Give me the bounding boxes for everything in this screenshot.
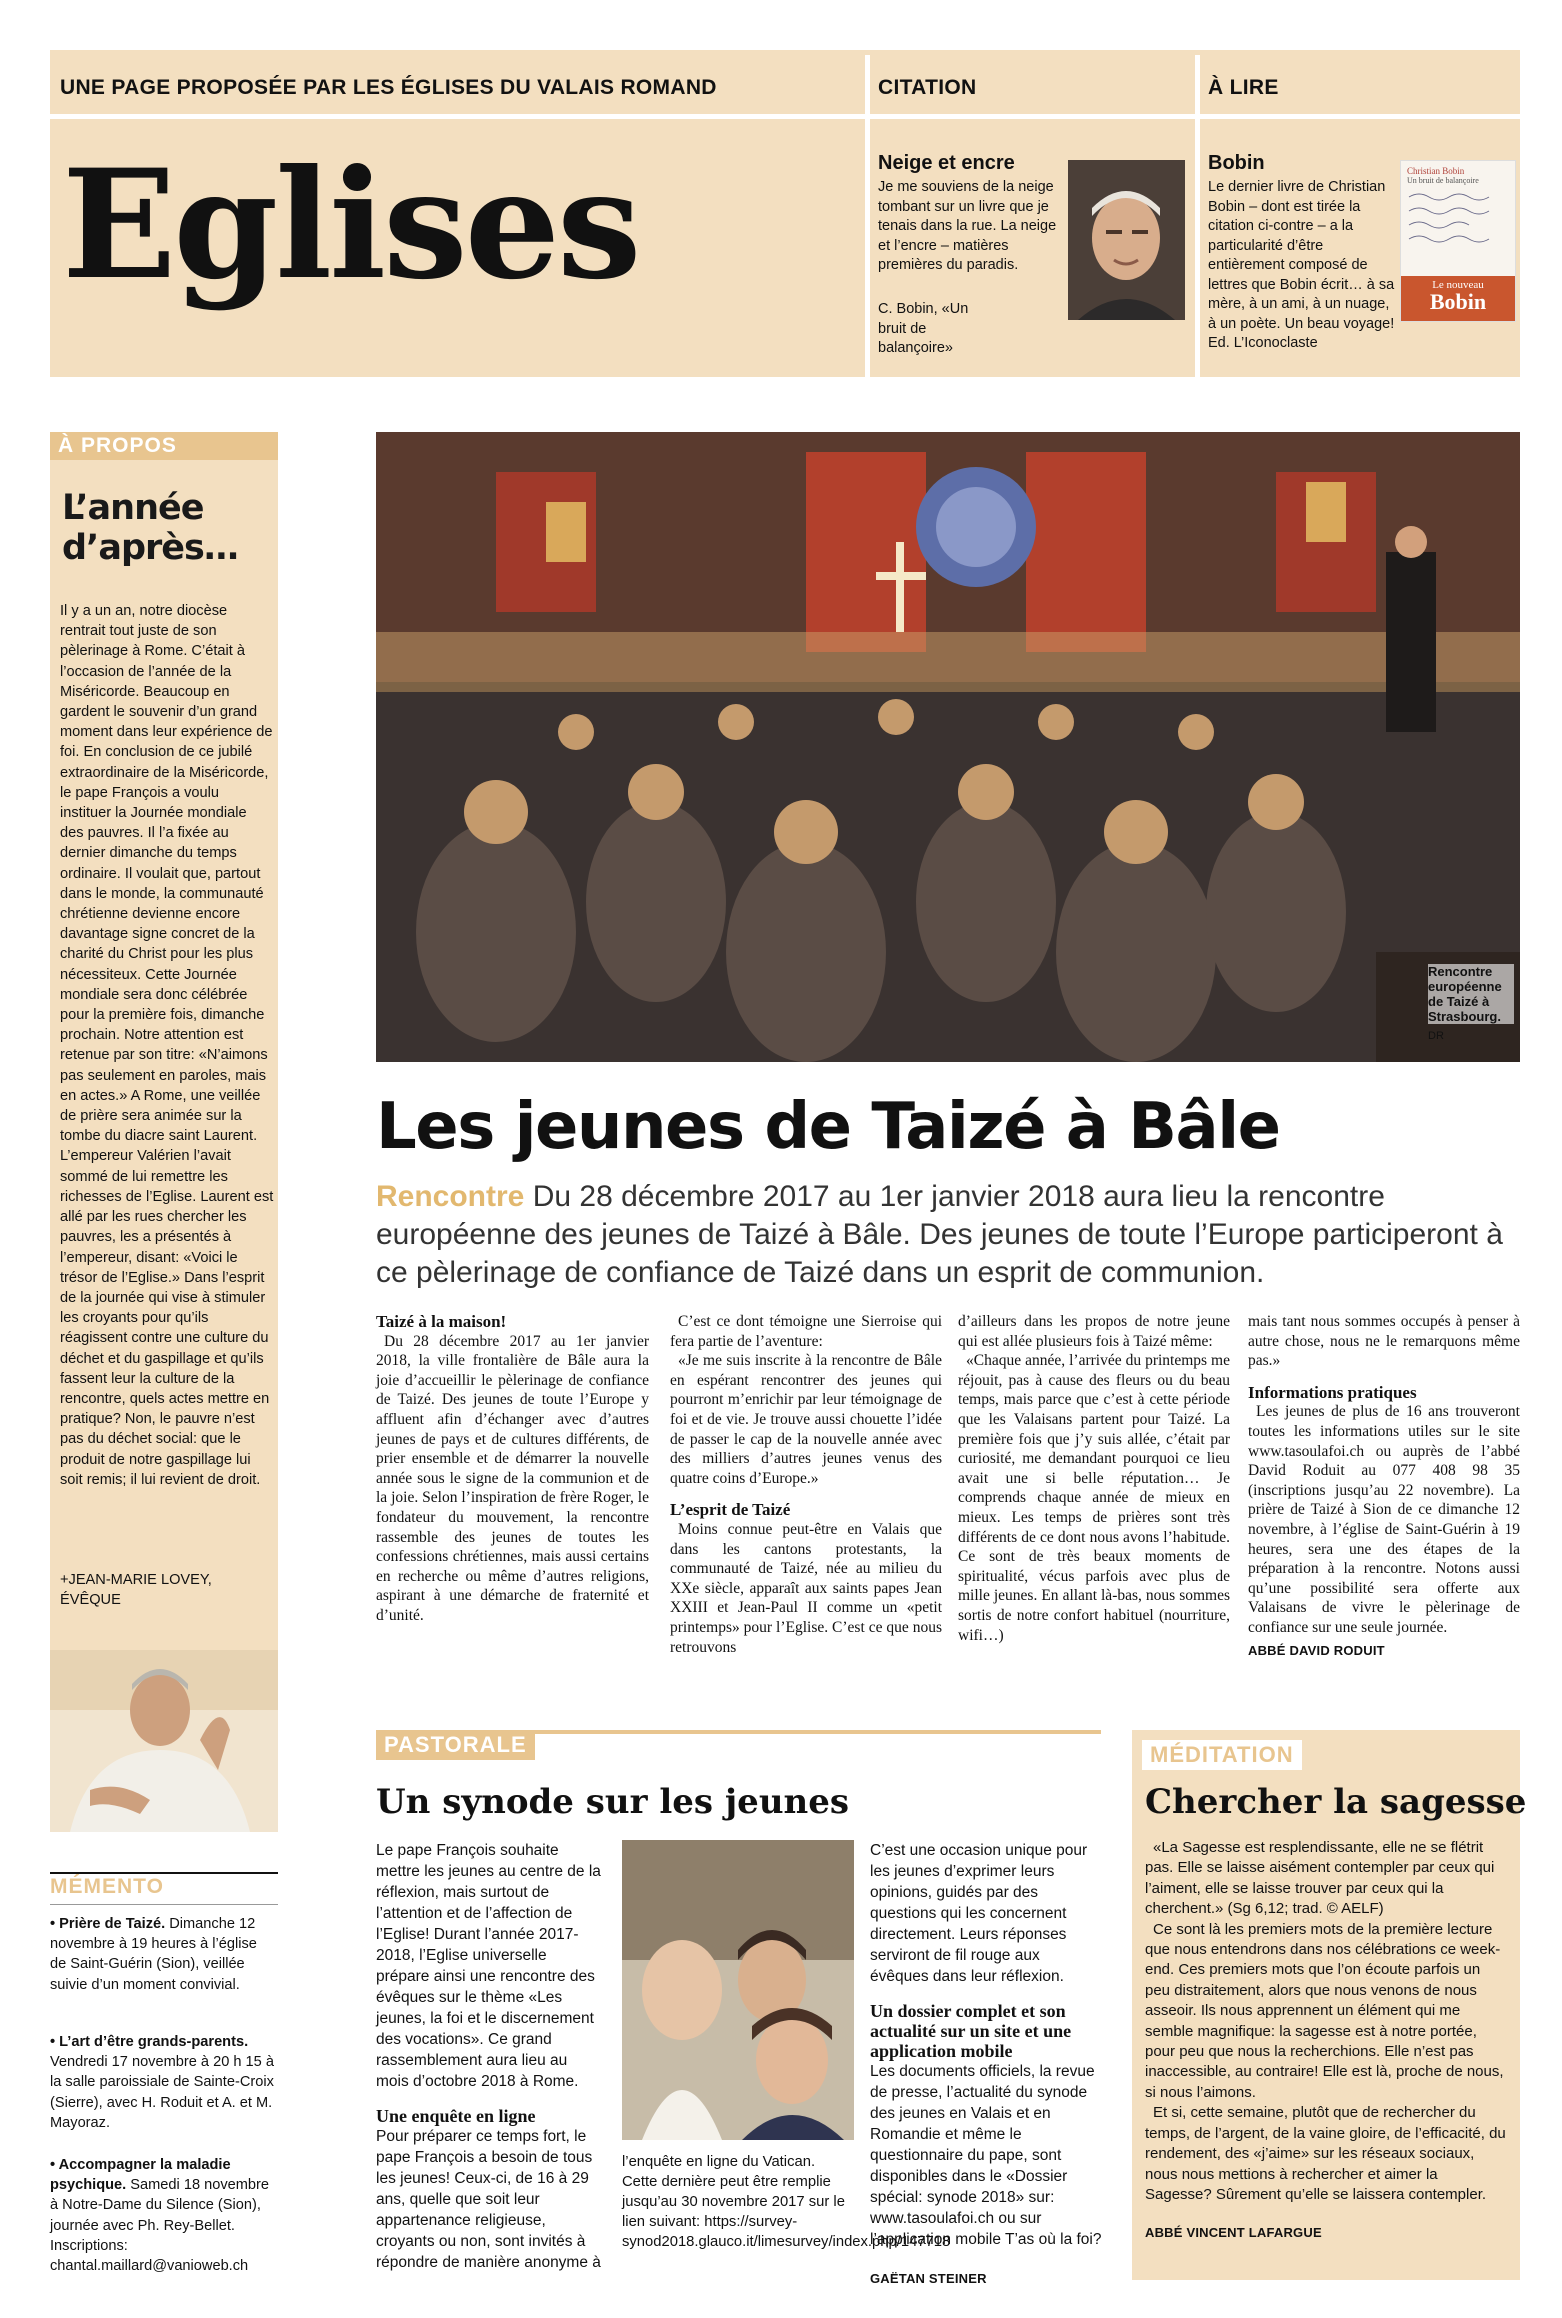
meditation-body: [1145, 1838, 1507, 2244]
book-cover-subtitle: Un bruit de balançoire: [1407, 176, 1479, 185]
lede-kicker: Rencontre: [376, 1180, 525, 1213]
taize-subhead-1: Taizé à la maison!: [376, 1312, 507, 1331]
alire-label: À LIRE: [1208, 76, 1279, 99]
taize-column-1: [376, 1312, 649, 1626]
pastorale-paragraph: Pour préparer ce temps fort, le pape François a besoin de tous les jeunes! Ceux-ci, de 16 à 29 ans, quelle que soit leur appartenance religieuse, croyants ou non, sont invités à répondre de manière anonyme à: [376, 2128, 601, 2271]
taize-paragraph: C’est ce dont témoigne une Sierroise qui fera partie de l’aventure:: [670, 1313, 942, 1350]
taize-column-2: [670, 1312, 942, 1657]
memento-tab: MÉMENTO: [50, 1875, 164, 1898]
citation-text: Je me souviens de la neige tombant sur un livre que je tenais dans la rue. La neige et l’encre – matières premières du paradis.: [878, 179, 1057, 273]
book-cover-band-line2: Bobin: [1429, 289, 1487, 314]
citation-source: C. Bobin, «Un bruit de balançoire»: [878, 301, 969, 356]
photo-caption: Rencontre européenne de Taizé à Strasbourg.: [1428, 964, 1514, 1024]
memento-item-title: Prière de Taizé.: [59, 1916, 166, 1932]
apropos-tab: À PROPOS: [50, 432, 278, 460]
taize-lede: [376, 1178, 1516, 1292]
memento-rule-bottom: [50, 1904, 278, 1905]
meditation-paragraph: Ce sont là les premiers mots de la première lecture que nous entendrons dans nos célébrations ce week-end. Ces premiers mots que l’on écoute parfois un peu distraitement, alors que nous venons de nous asseoir. Ils nous apprennent un élément qui me semble magnifique: la sagesse est à notre portée, pour peu que nous la recherchions. Elle n’est pas inaccessible, au contraire! Elle est là, proche de nous, si nous l’aimons.: [1145, 1920, 1504, 2101]
memento-item-text: Samedi 18 novembre à Notre-Dame du Silence (Sion), journée avec Ph. Rey-Bellet. Inscriptions: chantal.maillard@vanioweb.ch: [50, 2177, 270, 2275]
bobin-portrait: [1068, 160, 1185, 320]
book-text: Le dernier livre de Christian Bobin – dont est tirée la citation ci-contre – a la particularité d’être entièrement composé de lettres que Bobin écrit… à sa mère, à un ami, à un nuage, à un poète. Un beau voyage! Ed. L’Iconoclaste: [1208, 179, 1395, 351]
pastorale-column-1: [376, 1840, 604, 2273]
memento-item-text: Dimanche 12 novembre à 19 heures à l’église de Saint-Guérin (Sion), veillée suivie d’un moment convivial.: [50, 1916, 257, 1993]
apropos-signature: +JEAN-MARIE LOVEY, ÉVÊQUE: [60, 1572, 212, 1609]
masthead-title: Eglises: [62, 137, 639, 313]
meditation-paragraph: «La Sagesse est resplendissante, elle ne se flétrit pas. Elle se laisse aisément contempler par ceux qui l’aiment, elle se laisse trouver par ceux qui la cherchent.» (Sg 6,12; trad. © AELF): [1145, 1839, 1495, 1918]
taize-column-3: [958, 1312, 1230, 1645]
memento-rule: [50, 1872, 278, 1874]
header-divider-2: [1195, 55, 1200, 377]
citation-title: Neige et encre: [878, 152, 1015, 174]
book-cover-band: [1401, 276, 1515, 321]
taize-paragraph: d’ailleurs dans les propos de notre jeune qui est allée plusieurs fois à Taizé même:: [958, 1313, 1230, 1350]
taize-paragraph: Moins connue peut-être en Valais que dans les cantons protestants, la communauté de Taizé, née au milieu du XXe siècle, apparaît aux saints papes Jean XXIII et Jean-Paul II comme un «petit printemps» pour l’Eglise. C’est ce que nous retrouvons: [670, 1520, 942, 1656]
pastorale-paragraph: Les documents officiels, la revue de presse, l’actualité du synode des jeunes en Valais et en Romandie et même le questionnaire du pape, sont disponibles dans le «Dossier spécial: synode 2018» sur: www.tasoulafoi.ch ou sur l’application mobile T’as où la foi?: [870, 2063, 1102, 2248]
memento-item-3: • Accompagner la maladie psychique. Samedi 18 novembre à Notre-Dame du Silence (Sion), journée avec Ph. Rey-Bellet. Inscriptions: chantal.maillard@vanioweb.ch: [50, 2157, 270, 2275]
header-band-label: UNE PAGE PROPOSÉE PAR LES ÉGLISES DU VALAIS ROMAND: [60, 76, 717, 99]
taize-headline: Les jeunes de Taizé à Bâle: [376, 1090, 1280, 1164]
memento-item-2: • L’art d’être grands-parents. Vendredi 17 novembre à 20 h 15 à la salle paroissiale de Sainte-Croix (Sierre), avec H. Roduit et A. et M. Mayoraz.: [50, 2034, 274, 2131]
taize-column-4: [1248, 1312, 1520, 1660]
memento-item-title: L’art d’être grands-parents.: [59, 2034, 249, 2050]
bishop-photo: [50, 1650, 278, 1832]
taize-paragraph: «Chaque année, l’arrivée du printemps me réjouit, pas à cause des fleurs ou du beau temps, mais parce que c’est à cette période que les Valaisans partent pour Taizé. La première fois que j’y suis allée, c’était par curiosité, me demandant pourquoi ce lieu avait une si belle réputation… Je comprends chaque année de mieux en mieux. Les temps de prières sont très différents de ce dont nous avons l’habitude. Ce sont de très beaux moments de spiritualité, vécus parfois avec plus de mille jeunes. En allant là-bas, nous sommes sortis de notre confort habituel (nourriture, wifi…): [958, 1352, 1230, 1644]
photo-credit: DR: [1428, 1030, 1444, 1042]
pastorale-tab: PASTORALE: [376, 1730, 535, 1760]
taize-subhead-3: Informations pratiques: [1248, 1382, 1417, 1402]
memento-item-1: • Prière de Taizé. Dimanche 12 novembre à 19 heures à l’église de Saint-Guérin (Sion), veillée suivie d’un moment convivial.: [50, 1916, 257, 1993]
taize-paragraph: Du 28 décembre 2017 au 1er janvier 2018, la ville frontalière de Bâle aura la joie d’accueillir le pèlerinage de confiance de Taizé. Des jeunes de toute l’Europe y affluent afin d’échanger avec d’autres jeunes de pays et de cultures différents, de prier ensemble et de démarrer la nouvelle année sous le signe de la communion et de la joie. Selon l’inspiration de frère Roger, le fondateur du mouvement, la rencontre rassemble des jeunes de toutes les confessions chrétiennes, mais aussi certains en recherche ou même d’autres religions, aspirant à une démarche de fraternité et d’unité.: [376, 1332, 649, 1624]
pastorale-column-3: [870, 1840, 1102, 2289]
lede-text: Du 28 décembre 2017 au 1er janvier 2018 aura lieu la rencontre européenne des jeunes de Taizé à Bâle. Des jeunes de toute l’Europe participeront à ce pèlerinage de confiance de Taizé dans un esprit de communion.: [376, 1180, 1503, 1289]
meditation-title: Chercher la sagesse: [1145, 1782, 1527, 1822]
apropos-body: Il y a un an, notre diocèse rentrait tout juste de son pèlerinage à Rome. C’était à l’occasion de l’année de la Miséricorde. Beaucoup en gardent le souvenir d’un grand moment dans leur expérience de foi. En conclusion de ce jubilé extraordinaire de la Miséricorde, le pape François a voulu instituer la Journée mondiale des pauvres. Il l’a fixée au dernier dimanche du temps ordinaire. Il voulait que, partout dans le monde, la communauté chrétienne devienne encore davantage signe concret de la charité du Christ pour les plus nécessiteux. Cette Journée mondiale sera donc célébrée pour la première fois, dimanche prochain. Notre attention est retenue par son titre: «N’aimons pas seulement en paroles, mais en actes.» A Rome, une veillée de prière sera animée sur la tombe du diacre saint Laurent. L’empereur Valérien l’avait sommé de lui remettre les richesses de l’Eglise. Laurent est allé par les rues chercher les pauvres, les a présentés à l’empereur, disant: «Voici le trésor de l’Eglise.» Dans l’esprit de la journée qui vise à stimuler les croyants pour qu’ils réagissent contre une culture du déchet et du gaspillage et qu’ils fassent leur la culture de la rencontre, quels actes mettre en pratique? Non, le pauvre n’est pas du déchet social: que le produit de notre gaspillage lui soit remis; il lui revient de droit.: [60, 603, 274, 1488]
taize-paragraph: «Je me suis inscrite à la rencontre de Bâle en espérant rencontrer des jeunes qui pourront m’enrichir par leur témoignage de foi et de vie. Je trouve aussi chouette l’idée de passer le cap de la nouvelle année avec des milliers d’autres jeunes venus des quatre coins d’Europe.»: [670, 1352, 942, 1487]
book-cover: [1400, 160, 1516, 322]
citation-label: CITATION: [878, 76, 977, 99]
book-title: Bobin: [1208, 152, 1265, 174]
meditation-paragraph: Et si, cette semaine, plutôt que de rechercher du temps, de l’argent, de la vaine gloire, de l’efficacité, du rendement, des «j’aime» sur les réseaux sociaux, nous nous mettions à rechercher et aimer la Sagesse? Sûrement qu’elle se laissera contempler.: [1145, 2104, 1506, 2203]
book-cover-band-line1: Le nouveau: [1432, 279, 1484, 291]
memento-item-text: Vendredi 17 novembre à 20 h 15 à la salle paroissiale de Sainte-Croix (Sierre), avec H. Roduit et A. et M. Mayoraz.: [50, 2054, 274, 2131]
memento-item-title: Accompagner la maladie psychique.: [50, 2157, 231, 2194]
header-divider-1: [865, 55, 870, 377]
pastorale-paragraph: Le pape François souhaite mettre les jeunes au centre de la réflexion, mais surtout de l’attention et de l’affection de l’Eglise! Durant l’année 2017-2018, l’Eglise universelle prépare ainsi une rencontre des évêques sur le thème «Les jeunes, la foi et le discernement des vocations». Ce grand rassemblement aura lieu au mois d’octobre 2018 à Rome.: [376, 1842, 601, 2090]
taize-paragraph: Les jeunes de plus de 16 ans trouveront toutes les informations utiles sur le site www.tasoulafoi.ch ou auprès de l’abbé David Roduit au 077 408 98 35 (inscriptions jusqu’au 22 novembre). La prière de Taizé à Sion de ce dimanche 12 novembre, à l’église de Saint-Guérin à 19 heures, sera une des étapes de la préparation à la rencontre. Notons aussi qu’une possibilité sera offerte aux Valaisans de vivre le pèlerinage de confiance sur une seule journée.: [1248, 1403, 1520, 1636]
pastorale-title: Un synode sur les jeunes: [376, 1782, 850, 1822]
meditation-signature: ABBÉ VINCENT LAFARGUE: [1145, 2225, 1322, 2241]
pastorale-signature: GAËTAN STEINER: [870, 2271, 987, 2286]
taize-photo: [376, 432, 1520, 1062]
book-cover-author: Christian Bobin: [1407, 166, 1465, 176]
taize-paragraph: mais tant nous sommes occupés à penser à autre chose, nous ne le remarquons même pas.»: [1248, 1313, 1520, 1370]
handwriting-illustration: [1401, 185, 1513, 253]
pope-selfie-photo: [622, 1840, 854, 2140]
pastorale-paragraph: C’est une occasion unique pour les jeunes d’exprimer leurs opinions, guidés par des questions qui les concernent directement. Leurs réponses serviront de fil rouge aux évêques dans leur réflexion.: [870, 1842, 1088, 1985]
apropos-title: L’année d’après…: [62, 488, 238, 568]
pastorale-subhead-2: Un dossier complet et son actualité sur un site et une application mobile: [870, 2001, 1072, 2061]
pastorale-column-2: l’enquête en ligne du Vatican. Cette dernière peut être remplie jusqu’au 30 novembre 2017 sur le lien suivant: https://survey-synod2018.glauco.it/limesurvey/index.php/147718: [622, 2154, 951, 2250]
taize-subhead-2: L’esprit de Taizé: [670, 1500, 791, 1520]
taize-signature: ABBÉ DAVID RODUIT: [1248, 1642, 1385, 1658]
pastorale-subhead-1: Une enquête en ligne: [376, 2106, 536, 2126]
meditation-tab: MÉDITATION: [1142, 1740, 1302, 1770]
